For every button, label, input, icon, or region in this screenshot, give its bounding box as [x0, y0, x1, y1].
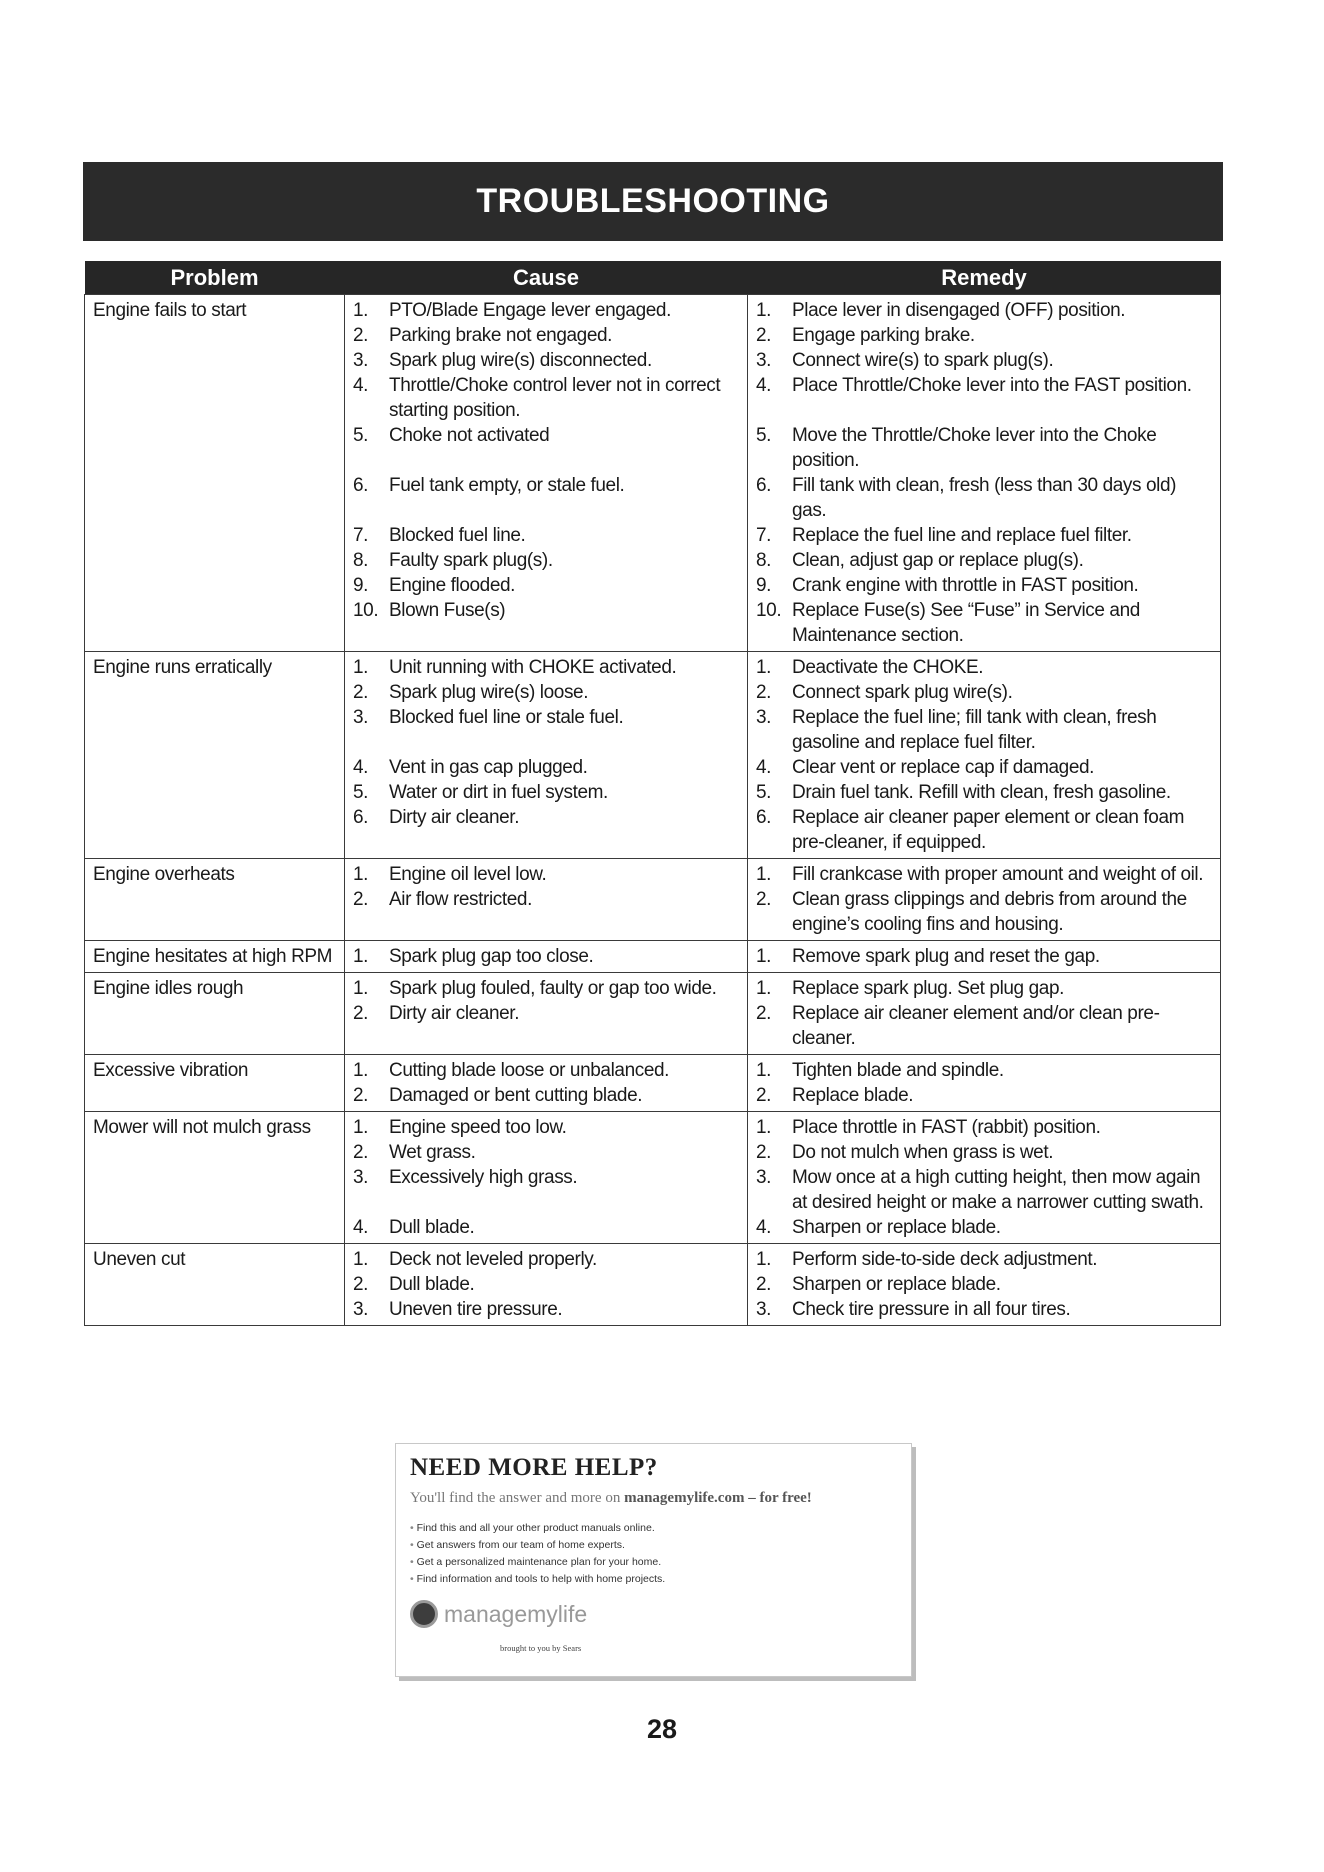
table-row: [85, 859, 1221, 941]
cause-item: [353, 1272, 739, 1297]
logo-circle-icon: [410, 1600, 438, 1628]
cause-item-text: Choke not activated: [389, 425, 550, 446]
need-more-help-box: [395, 1443, 912, 1677]
cause-cell: [345, 1055, 748, 1112]
remedy-cell: [748, 1112, 1221, 1244]
cause-item: [353, 548, 739, 573]
cause-item-number: 10.: [353, 600, 379, 621]
header-problem: Problem: [85, 261, 345, 295]
remedy-item-text: Replace Fuse(s) See “Fuse” in Service and Maintenance section.: [792, 600, 1140, 646]
remedy-item-number: 5.: [756, 425, 772, 446]
remedy-item-number: 1.: [756, 864, 772, 885]
cause-item-text: Engine speed too low.: [389, 1117, 567, 1138]
cause-item: [353, 862, 739, 887]
remedy-item: [756, 805, 1212, 855]
cause-item-text: Spark plug wire(s) loose.: [389, 682, 589, 703]
help-subtitle: [410, 1490, 812, 1507]
cause-item-text: Dull blade.: [389, 1274, 475, 1295]
cause-item-text: Vent in gas cap plugged.: [389, 757, 588, 778]
remedy-item-text: Move the Throttle/Choke lever into the Choke position.: [792, 425, 1157, 471]
remedy-item: [756, 1247, 1212, 1272]
remedy-item: [756, 548, 1212, 573]
cause-item: [353, 1115, 739, 1140]
remedy-item-number: 3.: [756, 350, 772, 371]
cause-item-number: 1.: [353, 946, 369, 967]
problem-cell: Engine idles rough: [85, 973, 345, 1055]
remedy-item-text: Place Throttle/Choke lever into the FAST position.: [792, 375, 1192, 396]
cause-item-text: Water or dirt in fuel system.: [389, 782, 608, 803]
header-cause: Cause: [345, 261, 748, 295]
problem-cell: Uneven cut: [85, 1244, 345, 1326]
cause-item-number: 1.: [353, 978, 369, 999]
remedy-cell: [748, 941, 1221, 973]
help-bullet: • Get a personalized maintenance plan for your home.: [410, 1554, 665, 1571]
cause-cell: [345, 295, 748, 652]
remedy-item-number: 1.: [756, 1117, 772, 1138]
remedy-item-number: 1.: [756, 1249, 772, 1270]
cause-item: [353, 805, 739, 855]
cause-item-text: Spark plug gap too close.: [389, 946, 594, 967]
remedy-item-number: 1.: [756, 657, 772, 678]
cause-item: [353, 298, 739, 323]
remedy-item: [756, 862, 1212, 887]
remedy-item: [756, 705, 1212, 755]
cause-item: [353, 1215, 739, 1240]
cause-item: [353, 373, 739, 423]
remedy-item: [756, 523, 1212, 548]
remedy-item-number: 7.: [756, 525, 772, 546]
help-bullet-list: [410, 1520, 665, 1588]
table-row: [85, 1055, 1221, 1112]
table-row: [85, 973, 1221, 1055]
remedy-item-number: 9.: [756, 575, 772, 596]
help-site-link[interactable]: managemylife.com: [624, 1490, 745, 1506]
remedy-item-number: 2.: [756, 1142, 772, 1163]
cause-item: [353, 523, 739, 548]
remedy-item: [756, 323, 1212, 348]
cause-item-text: Blown Fuse(s): [389, 600, 506, 621]
cause-item: [353, 1001, 739, 1051]
remedy-item-number: 2.: [756, 1274, 772, 1295]
remedy-item-text: Drain fuel tank. Refill with clean, fresh gasoline.: [792, 782, 1171, 803]
remedy-item-text: Sharpen or replace blade.: [792, 1217, 1001, 1238]
cause-item-number: 6.: [353, 475, 369, 496]
remedy-item-number: 3.: [756, 707, 772, 728]
cause-item-text: Fuel tank empty, or stale fuel.: [389, 475, 625, 496]
remedy-item-text: Replace air cleaner element and/or clean pre-cleaner.: [792, 1003, 1160, 1049]
remedy-item-text: Engage parking brake.: [792, 325, 975, 346]
cause-cell: [345, 973, 748, 1055]
help-bullet: • Find this and all your other product manuals online.: [410, 1520, 665, 1537]
remedy-item-number: 4.: [756, 375, 772, 396]
cause-item-text: Dirty air cleaner.: [389, 1003, 520, 1024]
remedy-item-text: Connect wire(s) to spark plug(s).: [792, 350, 1054, 371]
cause-item-number: 1.: [353, 1060, 369, 1081]
problem-cell: Mower will not mulch grass: [85, 1112, 345, 1244]
cause-cell: [345, 652, 748, 859]
remedy-cell: [748, 295, 1221, 652]
remedy-item-text: Clean grass clippings and debris from around the engine’s cooling fins and housing.: [792, 889, 1187, 935]
cause-item-number: 3.: [353, 707, 369, 728]
problem-cell: Engine fails to start: [85, 295, 345, 652]
cause-item-text: Throttle/Choke control lever not in correct starting position.: [389, 375, 721, 421]
remedy-item-text: Deactivate the CHOKE.: [792, 657, 984, 678]
remedy-item-number: 2.: [756, 889, 772, 910]
cause-item-number: 8.: [353, 550, 369, 571]
remedy-item: [756, 1140, 1212, 1165]
cause-item-number: 4.: [353, 757, 369, 778]
cause-item-number: 1.: [353, 1249, 369, 1270]
remedy-item: [756, 944, 1212, 969]
logo-text: managemylife: [444, 1600, 588, 1627]
cause-item-text: Dull blade.: [389, 1217, 475, 1238]
brought-by-text: brought to you by Sears: [500, 1643, 582, 1653]
remedy-item-text: Replace the fuel line; fill tank with clean, fresh gasoline and replace fuel filter.: [792, 707, 1157, 753]
page-title: TROUBLESHOOTING: [476, 182, 830, 220]
remedy-cell: [748, 1055, 1221, 1112]
cause-item-text: Wet grass.: [389, 1142, 476, 1163]
remedy-item-text: Perform side-to-side deck adjustment.: [792, 1249, 1098, 1270]
remedy-item: [756, 573, 1212, 598]
cause-item-text: Spark plug wire(s) disconnected.: [389, 350, 652, 371]
cause-item-number: 5.: [353, 425, 369, 446]
cause-item-number: 2.: [353, 889, 369, 910]
remedy-item-text: Do not mulch when grass is wet.: [792, 1142, 1054, 1163]
table-row: [85, 941, 1221, 973]
remedy-item: [756, 755, 1212, 780]
cause-item: [353, 976, 739, 1001]
cause-item: [353, 705, 739, 755]
remedy-item-text: Clean, adjust gap or replace plug(s).: [792, 550, 1084, 571]
help-title: NEED MORE HELP?: [410, 1454, 658, 1481]
cause-item-number: 4.: [353, 1217, 369, 1238]
remedy-item: [756, 1083, 1212, 1108]
cause-item: [353, 573, 739, 598]
cause-item-text: Unit running with CHOKE activated.: [389, 657, 677, 678]
remedy-item-text: Replace spark plug. Set plug gap.: [792, 978, 1064, 999]
help-subtitle-suffix: – for free!: [744, 1490, 812, 1506]
help-bullet: • Find information and tools to help with home projects.: [410, 1571, 665, 1588]
cause-item: [353, 655, 739, 680]
remedy-item-text: Fill tank with clean, fresh (less than 30 days old) gas.: [792, 475, 1177, 521]
cause-item: [353, 1140, 739, 1165]
remedy-item: [756, 298, 1212, 323]
cause-cell: [345, 1244, 748, 1326]
cause-item: [353, 423, 739, 473]
cause-item: [353, 323, 739, 348]
cause-item-text: Blocked fuel line or stale fuel.: [389, 707, 624, 728]
remedy-item-number: 3.: [756, 1299, 772, 1320]
problem-cell: Engine runs erratically: [85, 652, 345, 859]
cause-item: [353, 1058, 739, 1083]
cause-item: [353, 755, 739, 780]
remedy-item: [756, 680, 1212, 705]
remedy-item-number: 1.: [756, 946, 772, 967]
remedy-item-text: Clear vent or replace cap if damaged.: [792, 757, 1095, 778]
remedy-cell: [748, 1244, 1221, 1326]
cause-item-text: Deck not leveled properly.: [389, 1249, 597, 1270]
cause-cell: [345, 859, 748, 941]
cause-item-text: Uneven tire pressure.: [389, 1299, 563, 1320]
cause-item-number: 9.: [353, 575, 369, 596]
remedy-item-text: Connect spark plug wire(s).: [792, 682, 1013, 703]
cause-item-number: 1.: [353, 657, 369, 678]
cause-item: [353, 1297, 739, 1322]
remedy-item: [756, 1215, 1212, 1240]
remedy-cell: [748, 973, 1221, 1055]
remedy-item-text: Replace blade.: [792, 1085, 914, 1106]
help-bullet: • Get answers from our team of home experts.: [410, 1537, 665, 1554]
remedy-item-number: 1.: [756, 1060, 772, 1081]
remedy-item-text: Tighten blade and spindle.: [792, 1060, 1004, 1081]
managemylife-logo: [410, 1600, 587, 1628]
cause-cell: [345, 941, 748, 973]
table-row: [85, 1112, 1221, 1244]
remedy-item: [756, 373, 1212, 423]
table-row: [85, 1244, 1221, 1326]
remedy-item-text: Mow once at a high cutting height, then mow again at desired height or make a narrower cutting swath.: [792, 1167, 1204, 1213]
remedy-item-text: Remove spark plug and reset the gap.: [792, 946, 1100, 967]
cause-item-number: 2.: [353, 682, 369, 703]
cause-item: [353, 1165, 739, 1215]
remedy-item-number: 3.: [756, 1167, 772, 1188]
cause-item: [353, 1247, 739, 1272]
problem-cell: Engine overheats: [85, 859, 345, 941]
cause-item-number: 6.: [353, 807, 369, 828]
cause-item-number: 2.: [353, 1274, 369, 1295]
cause-item-number: 2.: [353, 1003, 369, 1024]
remedy-item-text: Replace air cleaner paper element or clean foam pre-cleaner, if equipped.: [792, 807, 1185, 853]
cause-item: [353, 780, 739, 805]
remedy-item-number: 1.: [756, 300, 772, 321]
remedy-item: [756, 976, 1212, 1001]
table-header-row: [85, 261, 1221, 295]
cause-item-text: Faulty spark plug(s).: [389, 550, 553, 571]
remedy-item-number: 6.: [756, 475, 772, 496]
header-remedy: Remedy: [748, 261, 1221, 295]
remedy-item: [756, 780, 1212, 805]
remedy-item-number: 2.: [756, 325, 772, 346]
cause-item-text: Dirty air cleaner.: [389, 807, 520, 828]
cause-item-text: Engine flooded.: [389, 575, 516, 596]
cause-item-number: 3.: [353, 350, 369, 371]
remedy-item: [756, 1115, 1212, 1140]
remedy-cell: [748, 652, 1221, 859]
cause-item-number: 1.: [353, 300, 369, 321]
cause-item-text: Parking brake not engaged.: [389, 325, 613, 346]
remedy-item-text: Sharpen or replace blade.: [792, 1274, 1001, 1295]
remedy-item: [756, 423, 1212, 473]
remedy-item: [756, 348, 1212, 373]
cause-item: [353, 887, 739, 937]
remedy-item: [756, 1165, 1212, 1215]
problem-cell: Excessive vibration: [85, 1055, 345, 1112]
remedy-item-number: 2.: [756, 1085, 772, 1106]
cause-item-text: Damaged or bent cutting blade.: [389, 1085, 643, 1106]
page-title-banner: [83, 162, 1223, 241]
remedy-item-number: 10.: [756, 600, 782, 621]
remedy-item-text: Check tire pressure in all four tires.: [792, 1299, 1071, 1320]
remedy-item: [756, 473, 1212, 523]
help-subtitle-text: You'll find the answer and more on: [410, 1490, 625, 1506]
cause-item: [353, 944, 739, 969]
troubleshooting-table: [84, 261, 1221, 1326]
cause-item: [353, 348, 739, 373]
cause-item-number: 2.: [353, 1085, 369, 1106]
page-number: 28: [646, 1714, 678, 1744]
problem-cell: Engine hesitates at high RPM: [85, 941, 345, 973]
remedy-item: [756, 1272, 1212, 1297]
remedy-item: [756, 1001, 1212, 1051]
cause-item-number: 4.: [353, 375, 369, 396]
remedy-item-text: Place lever in disengaged (OFF) position.: [792, 300, 1126, 321]
remedy-item-number: 1.: [756, 978, 772, 999]
remedy-item-number: 2.: [756, 1003, 772, 1024]
cause-item-number: 1.: [353, 864, 369, 885]
remedy-item-number: 4.: [756, 757, 772, 778]
cause-item: [353, 1083, 739, 1108]
cause-item-text: Excessively high grass.: [389, 1167, 578, 1188]
cause-item: [353, 598, 739, 648]
remedy-item-number: 2.: [756, 682, 772, 703]
cause-cell: [345, 1112, 748, 1244]
remedy-item-text: Replace the fuel line and replace fuel filter.: [792, 525, 1132, 546]
remedy-item: [756, 598, 1212, 648]
remedy-item-text: Crank engine with throttle in FAST position.: [792, 575, 1139, 596]
table-row: [85, 652, 1221, 859]
remedy-item-number: 8.: [756, 550, 772, 571]
remedy-item-number: 6.: [756, 807, 772, 828]
cause-item-text: Air flow restricted.: [389, 889, 532, 910]
remedy-item: [756, 655, 1212, 680]
cause-item-number: 1.: [353, 1117, 369, 1138]
cause-item-number: 2.: [353, 325, 369, 346]
remedy-item-number: 4.: [756, 1217, 772, 1238]
cause-item: [353, 680, 739, 705]
remedy-item: [756, 1297, 1212, 1322]
remedy-cell: [748, 859, 1221, 941]
cause-item-number: 5.: [353, 782, 369, 803]
cause-item-text: Cutting blade loose or unbalanced.: [389, 1060, 670, 1081]
remedy-item: [756, 1058, 1212, 1083]
cause-item-text: Blocked fuel line.: [389, 525, 526, 546]
cause-item: [353, 473, 739, 523]
cause-item-text: PTO/Blade Engage lever engaged.: [389, 300, 671, 321]
remedy-item-text: Fill crankcase with proper amount and weight of oil.: [792, 864, 1204, 885]
remedy-item-text: Place throttle in FAST (rabbit) position.: [792, 1117, 1101, 1138]
cause-item-number: 7.: [353, 525, 369, 546]
cause-item-text: Engine oil level low.: [389, 864, 547, 885]
cause-item-number: 3.: [353, 1167, 369, 1188]
table-row: [85, 295, 1221, 652]
remedy-item: [756, 887, 1212, 937]
cause-item-text: Spark plug fouled, faulty or gap too wide.: [389, 978, 717, 999]
remedy-item-number: 5.: [756, 782, 772, 803]
cause-item-number: 2.: [353, 1142, 369, 1163]
cause-item-number: 3.: [353, 1299, 369, 1320]
